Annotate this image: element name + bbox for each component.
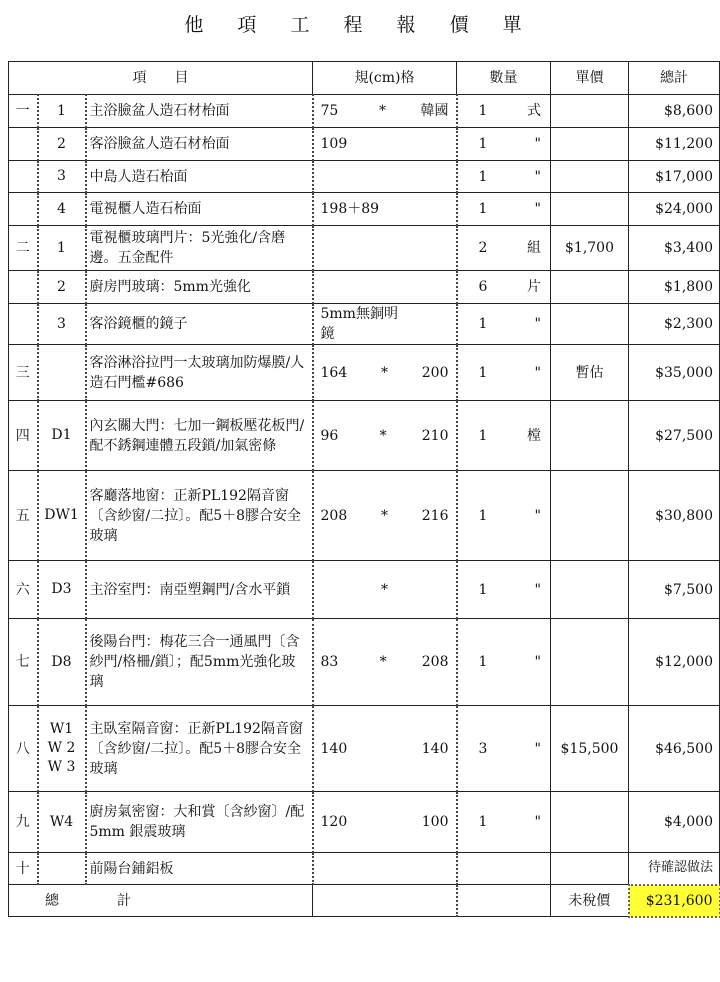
qty-value: 1 — [478, 168, 488, 185]
spec-a: 109 — [320, 136, 348, 152]
row-group: 十 — [9, 853, 38, 885]
table-row — [9, 619, 720, 706]
row-number: 4 — [38, 193, 86, 226]
row-qty — [457, 853, 551, 885]
row-unit-price — [551, 128, 629, 161]
row-total: $46,500 — [629, 706, 720, 792]
row-description: 客浴淋浴拉門一太玻璃加防爆膜/人造石門檻#686 — [86, 345, 313, 401]
row-number — [38, 345, 86, 401]
qty-value: 1 — [478, 507, 488, 524]
qty-value: 1 — [478, 427, 488, 444]
spec-star — [374, 134, 398, 154]
spec-b: 210 — [421, 427, 449, 444]
table-row — [9, 706, 720, 792]
qty-value: 1 — [478, 814, 488, 830]
row-description: 電視櫃人造石枱面 — [86, 193, 313, 226]
spec-a: 198＋89 — [320, 201, 380, 217]
row-unit-price — [551, 619, 629, 706]
row-number: 2 — [38, 128, 86, 161]
row-number: D1 — [38, 401, 86, 471]
qty-unit: 式 — [527, 103, 541, 119]
row-qty — [457, 226, 551, 271]
row-unit-price: 暫估 — [551, 345, 629, 401]
row-total: 待確認做法 — [629, 853, 720, 885]
row-spec — [313, 193, 457, 226]
table-row — [9, 345, 720, 401]
row-unit-price — [551, 304, 629, 345]
spec-star: * — [381, 581, 388, 598]
row-description: 前陽台鋪鋁板 — [86, 853, 313, 885]
row-qty — [457, 345, 551, 401]
row-number: D3 — [38, 561, 86, 619]
row-total: $24,000 — [629, 193, 720, 226]
row-group: 二 — [9, 226, 38, 271]
row-description: 主浴室門：南亞塑鋼門/含水平鎖 — [86, 561, 313, 619]
row-spec — [313, 226, 457, 271]
row-group — [9, 304, 38, 345]
spec-star — [373, 739, 397, 759]
spec-a: 208 — [320, 507, 348, 524]
table-row — [9, 561, 720, 619]
row-description: 廚房氣密窗：大和賞〔含紗窗〕/配5mm 銀震玻璃 — [86, 792, 313, 853]
qty-unit: " — [534, 168, 541, 185]
row-group: 九 — [9, 792, 38, 853]
row-qty — [457, 304, 551, 345]
spec-star — [401, 304, 425, 344]
footer-price-note: 未稅價 — [551, 885, 629, 917]
row-unit-price — [551, 792, 629, 853]
table-row — [9, 271, 720, 304]
spec-b — [424, 134, 448, 154]
row-qty — [457, 401, 551, 471]
row-number: 1 — [38, 95, 86, 128]
header-spec: 規(cm)格 — [313, 62, 457, 95]
row-unit-price — [551, 161, 629, 193]
row-unit-price — [551, 271, 629, 304]
row-spec — [313, 706, 457, 792]
qty-value: 1 — [478, 201, 488, 217]
row-qty — [457, 792, 551, 853]
row-qty — [457, 619, 551, 706]
row-description: 客浴臉盆人造石材枱面 — [86, 128, 313, 161]
qty-unit: 片 — [527, 279, 541, 295]
row-group — [9, 193, 38, 226]
footer-spec-empty — [313, 885, 457, 917]
row-qty — [457, 128, 551, 161]
row-spec — [313, 619, 457, 706]
qty-value: 1 — [478, 316, 488, 332]
spec-a — [321, 580, 345, 600]
row-group: 七 — [9, 619, 38, 706]
row-unit-price — [551, 853, 629, 885]
qty-unit: " — [534, 201, 541, 217]
row-number: W4 — [38, 792, 86, 853]
header-row — [9, 62, 720, 95]
spec-b: 216 — [421, 507, 449, 524]
spec-a: 140 — [320, 740, 348, 757]
qty-unit: " — [534, 507, 541, 524]
spec-a: 5mm無銅明鏡 — [320, 306, 398, 342]
row-spec — [313, 401, 457, 471]
spec-star — [373, 812, 397, 832]
table-row — [9, 853, 720, 885]
row-qty — [457, 271, 551, 304]
row-total: $35,000 — [629, 345, 720, 401]
row-total: $2,300 — [629, 304, 720, 345]
row-unit-price — [551, 561, 629, 619]
row-group — [9, 128, 38, 161]
row-description: 廚房門玻璃：5mm光強化 — [86, 271, 313, 304]
header-item: 項 目 — [9, 62, 313, 95]
qty-unit: 組 — [527, 240, 541, 256]
row-description: 中島人造石枱面 — [86, 161, 313, 193]
qty-value: 1 — [478, 581, 488, 598]
row-total: $7,500 — [629, 561, 720, 619]
row-number: 1 — [38, 226, 86, 271]
qty-value: 3 — [478, 740, 488, 757]
row-total: $27,500 — [629, 401, 720, 471]
row-total: $11,200 — [629, 128, 720, 161]
qty-value: 1 — [478, 364, 488, 381]
spec-a: 83 — [320, 654, 339, 670]
row-group: 四 — [9, 401, 38, 471]
row-number: 2 — [38, 271, 86, 304]
row-spec — [313, 345, 457, 401]
spec-b: 208 — [421, 654, 449, 670]
row-description: 客浴鏡櫃的鏡子 — [86, 304, 313, 345]
spec-a: 120 — [320, 814, 348, 830]
qty-value: 1 — [478, 103, 488, 119]
row-group: 一 — [9, 95, 38, 128]
row-number: D8 — [38, 619, 86, 706]
spec-star: * — [379, 103, 386, 119]
header-unit-price: 單價 — [551, 62, 629, 95]
row-spec — [313, 128, 457, 161]
row-number: 3 — [38, 304, 86, 345]
row-number — [38, 853, 86, 885]
spec-b — [424, 199, 448, 219]
row-qty — [457, 95, 551, 128]
spec-a: 164 — [320, 364, 348, 381]
row-qty — [457, 706, 551, 792]
spec-a: 75 — [320, 103, 339, 119]
table-row — [9, 226, 720, 271]
spec-star: * — [379, 654, 387, 670]
grand-total: $231,600 — [629, 885, 720, 917]
qty-value: 2 — [478, 240, 488, 256]
document-title: 他 項 工 程 報 價 單 — [184, 14, 536, 36]
row-group: 五 — [9, 471, 38, 561]
row-unit-price — [551, 193, 629, 226]
quote-table — [8, 61, 720, 918]
qty-value: 6 — [478, 279, 488, 295]
spec-a: 96 — [320, 427, 339, 444]
table-row — [9, 304, 720, 345]
row-spec — [313, 95, 457, 128]
footer-qty-empty — [457, 885, 551, 917]
spec-b: 100 — [421, 814, 449, 830]
row-description: 主浴臉盆人造石材枱面 — [86, 95, 313, 128]
row-spec — [313, 792, 457, 853]
spec-star — [390, 199, 414, 219]
row-number: 3 — [38, 161, 86, 193]
row-number: W1 W 2 W 3 — [38, 706, 86, 792]
row-qty — [457, 193, 551, 226]
row-spec — [313, 304, 457, 345]
spec-b: 140 — [421, 740, 449, 757]
header-qty: 數量 — [457, 62, 551, 95]
table-row — [9, 161, 720, 193]
row-unit-price — [551, 471, 629, 561]
row-qty — [457, 161, 551, 193]
row-qty — [457, 561, 551, 619]
row-unit-price: $15,500 — [551, 706, 629, 792]
footer-row — [9, 885, 720, 917]
row-description: 電視櫃玻璃門片：5光強化/含磨邊。五金配件 — [86, 226, 313, 271]
row-group — [9, 161, 38, 193]
row-description: 內玄關大門：七加一鋼板壓花板門/配不銹鋼連體五段鎖/加氣密條 — [86, 401, 313, 471]
row-total: $1,800 — [629, 271, 720, 304]
row-group: 六 — [9, 561, 38, 619]
spec-b: 韓國 — [420, 103, 449, 119]
row-group — [9, 271, 38, 304]
spec-star: * — [379, 427, 387, 444]
qty-value: 1 — [478, 136, 488, 152]
qty-unit: " — [534, 740, 541, 757]
row-group: 八 — [9, 706, 38, 792]
qty-unit: " — [534, 814, 541, 830]
row-description: 主臥室隔音窗：正新PL192隔音窗〔含紗窗/二拉〕。配5＋8膠合安全玻璃 — [86, 706, 313, 792]
qty-value: 1 — [478, 654, 488, 670]
qty-unit: " — [534, 581, 541, 598]
qty-unit: " — [534, 364, 541, 381]
spec-b: 200 — [421, 364, 449, 381]
spec-b — [425, 304, 449, 344]
row-spec — [313, 161, 457, 193]
row-spec — [313, 471, 457, 561]
table-row — [9, 401, 720, 471]
row-group: 三 — [9, 345, 38, 401]
row-total: $4,000 — [629, 792, 720, 853]
header-total: 總計 — [629, 62, 720, 95]
row-total: $30,800 — [629, 471, 720, 561]
row-total: $12,000 — [629, 619, 720, 706]
table-row — [9, 128, 720, 161]
spec-star: * — [381, 364, 388, 381]
qty-unit: 樘 — [527, 427, 541, 444]
row-description: 客廳落地窗：正新PL192隔音窗〔含紗窗/二拉〕。配5＋8膠合安全玻璃 — [86, 471, 313, 561]
row-unit-price — [551, 401, 629, 471]
row-unit-price: $1,700 — [551, 226, 629, 271]
row-number: DW1 — [38, 471, 86, 561]
row-total: $3,400 — [629, 226, 720, 271]
table-row — [9, 95, 720, 128]
row-qty — [457, 471, 551, 561]
table-row — [9, 792, 720, 853]
qty-unit: " — [534, 136, 541, 152]
table-row — [9, 193, 720, 226]
row-spec — [313, 561, 457, 619]
row-description: 後陽台門：梅花三合一通風門〔含紗門/格柵/鎖〕；配5mm光強化玻璃 — [86, 619, 313, 706]
spec-star: * — [381, 507, 388, 524]
footer-label: 總 計 — [9, 885, 313, 917]
row-spec — [313, 853, 457, 885]
row-total: $8,600 — [629, 95, 720, 128]
row-unit-price — [551, 95, 629, 128]
spec-b — [425, 580, 449, 600]
row-total: $17,000 — [629, 161, 720, 193]
table-row — [9, 471, 720, 561]
qty-unit: " — [534, 316, 541, 332]
row-spec — [313, 271, 457, 304]
qty-unit: " — [534, 654, 541, 670]
